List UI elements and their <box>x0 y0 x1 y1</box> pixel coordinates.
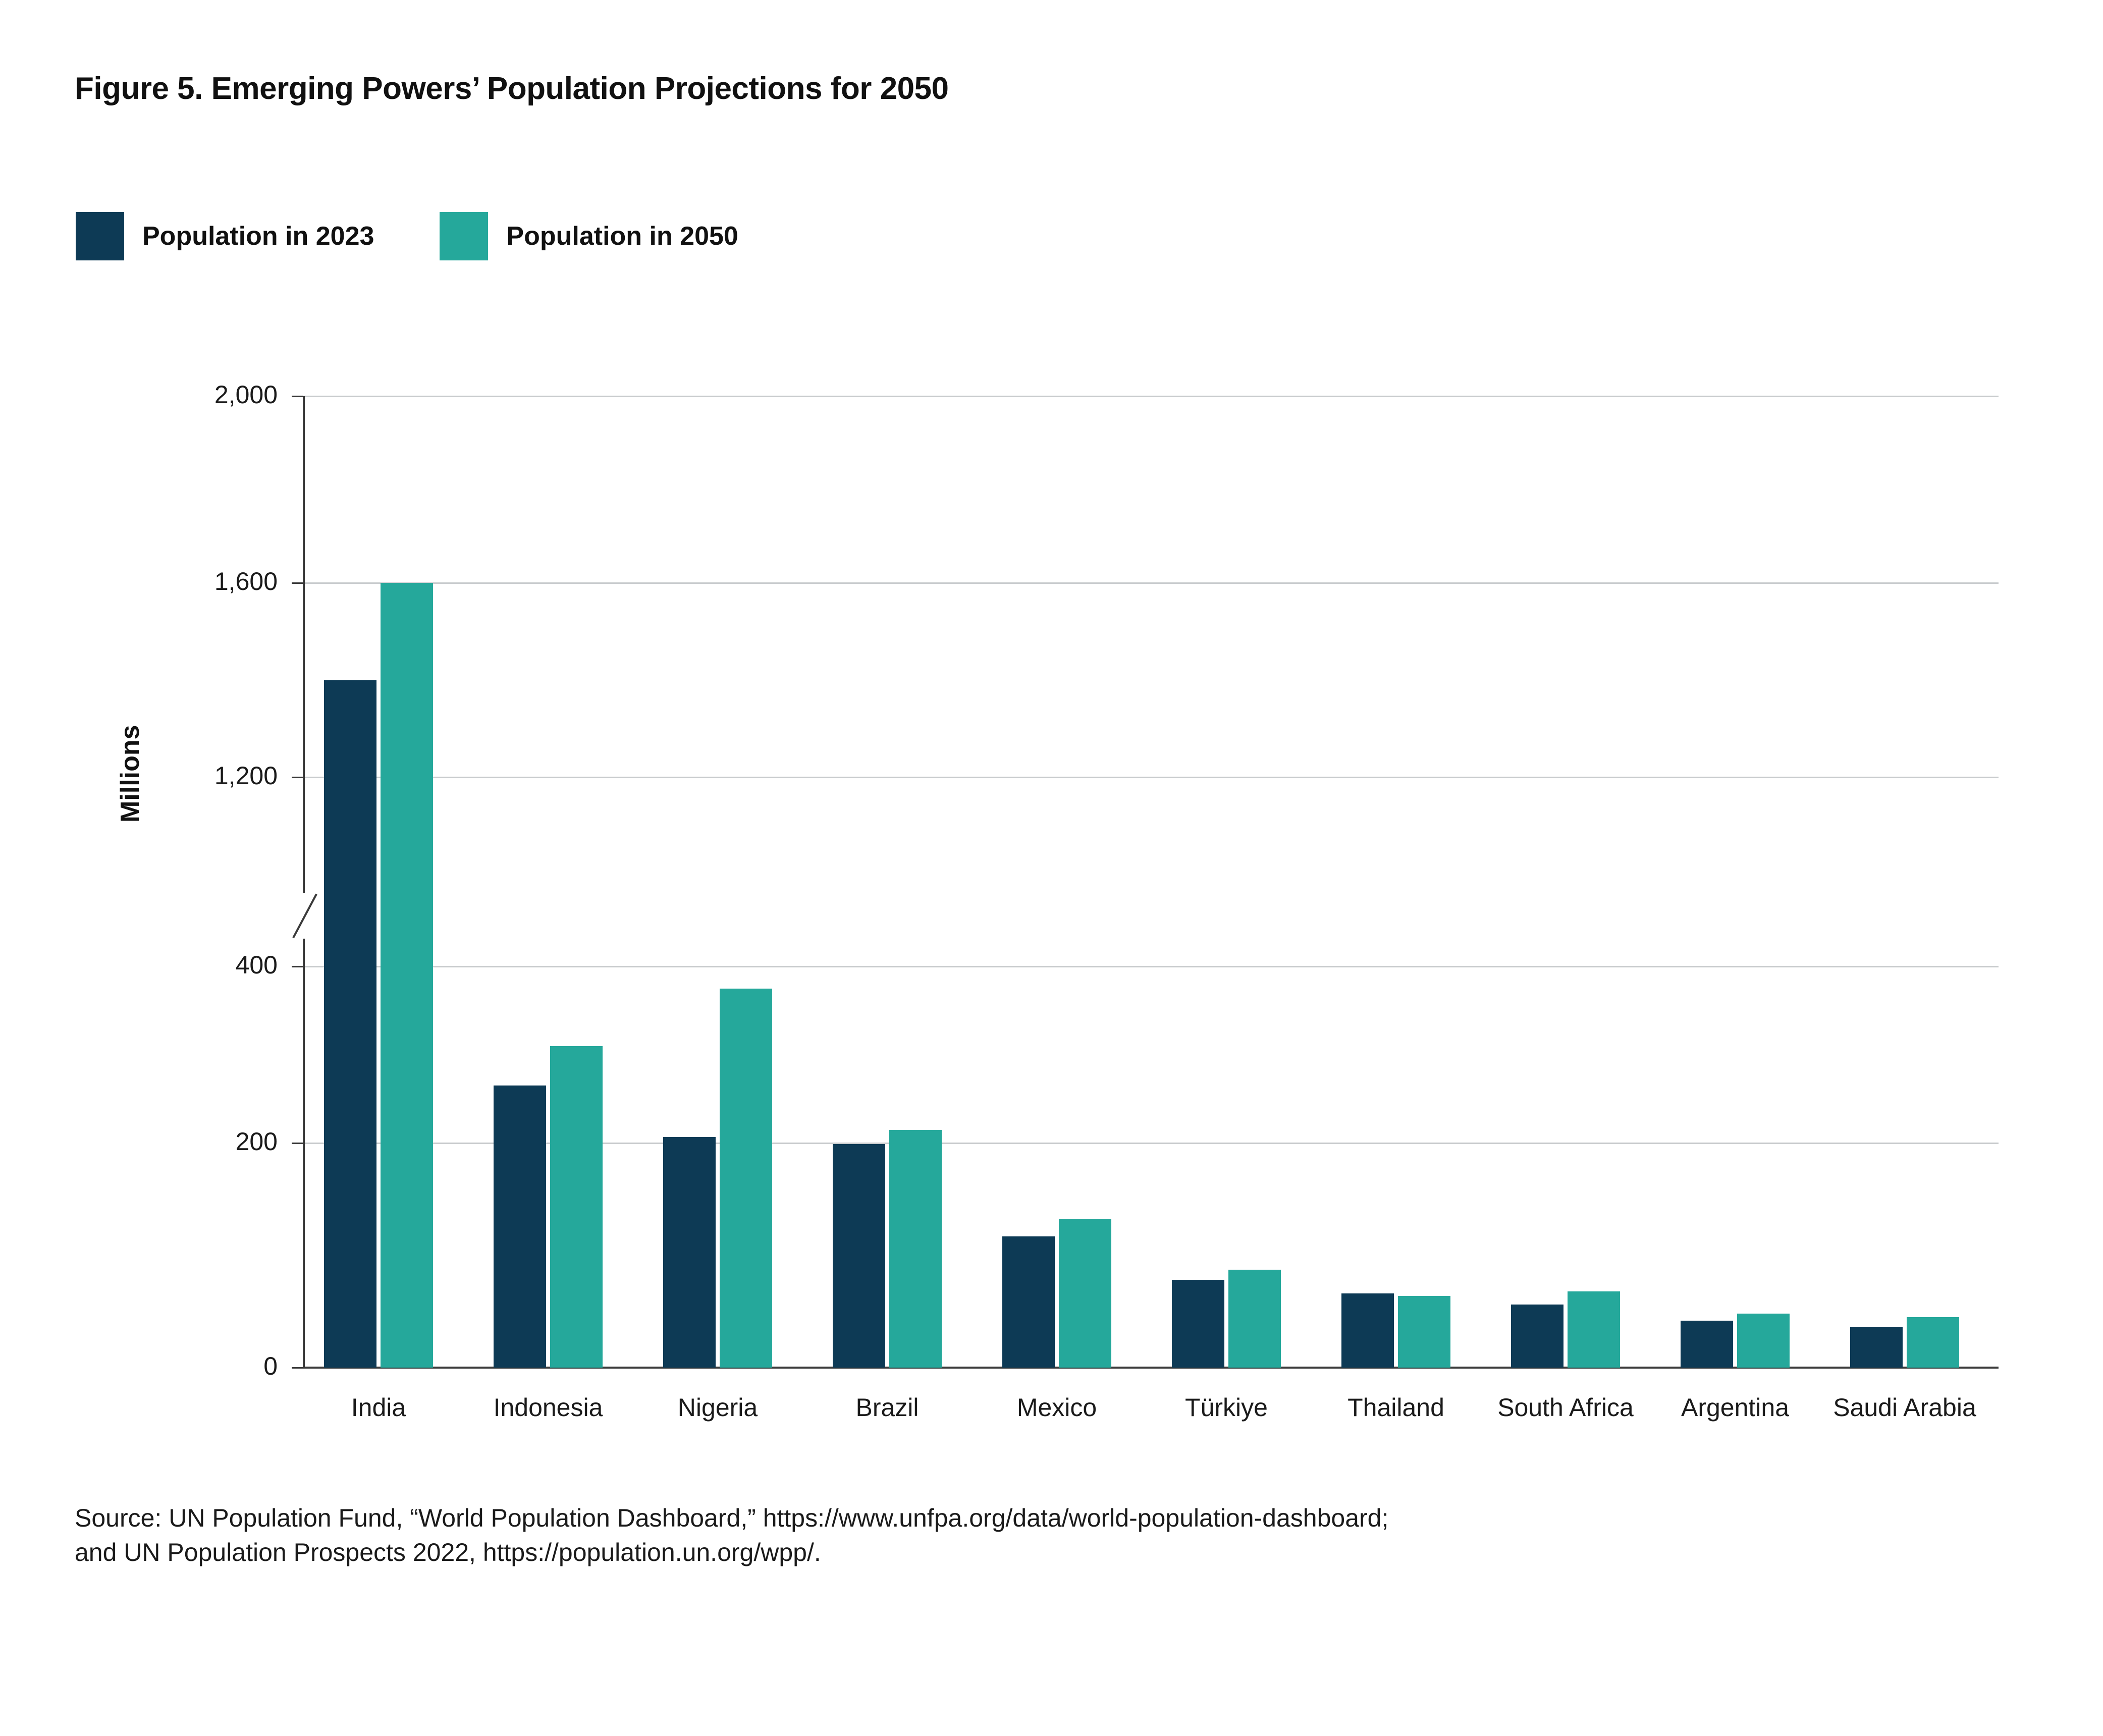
bar-2050 <box>720 989 772 1368</box>
bar-2023 <box>1002 1236 1055 1368</box>
gridline <box>303 582 1999 584</box>
bar-2023 <box>833 1144 885 1368</box>
legend-label-2023: Population in 2023 <box>142 222 374 251</box>
bar-2050 <box>1907 1317 1959 1368</box>
y-tick-mark <box>292 396 303 397</box>
source-note-line-2: and UN Population Prospects 2022, https://population.un.org/wpp/. <box>75 1538 821 1566</box>
x-tick-label: Nigeria <box>677 1393 758 1422</box>
x-tick-label: Saudi Arabia <box>1833 1393 1976 1422</box>
y-tick-label: 200 <box>235 1127 278 1156</box>
bar-2050 <box>381 583 433 1368</box>
bar-2023 <box>1172 1280 1224 1368</box>
bar-2050 <box>1228 1270 1281 1368</box>
bar-2050 <box>889 1130 942 1368</box>
bar-2023 <box>663 1137 716 1368</box>
gridline <box>303 396 1999 397</box>
bar-2050 <box>550 1046 603 1368</box>
y-tick-label: 400 <box>235 951 278 979</box>
y-tick-mark <box>292 1143 303 1144</box>
bar-2050 <box>1398 1296 1450 1368</box>
y-tick-label: 0 <box>263 1352 278 1380</box>
y-tick-mark <box>292 966 303 967</box>
x-tick-label: Argentina <box>1681 1393 1790 1422</box>
x-tick-label: Thailand <box>1347 1393 1444 1422</box>
y-tick-mark <box>292 1367 303 1369</box>
bar-2023 <box>1511 1305 1563 1368</box>
bar-2023 <box>1341 1293 1394 1368</box>
legend-label-2050: Population in 2050 <box>506 222 738 251</box>
bar-2050 <box>1059 1219 1111 1368</box>
y-tick-mark <box>292 777 303 778</box>
y-tick-label: 2,000 <box>214 381 278 409</box>
page-title: Figure 5. Emerging Powers’ Population Projections for 2050 <box>75 71 949 106</box>
y-axis-line <box>303 396 305 1368</box>
axis-break-icon <box>289 893 324 939</box>
x-tick-label: Mexico <box>1016 1393 1097 1422</box>
gridline <box>303 966 1999 967</box>
y-tick-label: 1,200 <box>214 762 278 790</box>
gridline <box>303 777 1999 778</box>
x-tick-label: South Africa <box>1497 1393 1634 1422</box>
source-note-line-1: Source: UN Population Fund, “World Population Dashboard,” https://www.unfpa.org/data/world-population-dashboard; <box>75 1504 1389 1532</box>
bar-2023 <box>1681 1321 1733 1368</box>
bar-2050 <box>1737 1314 1790 1368</box>
y-tick-label: 1,600 <box>214 567 278 595</box>
bar-2023 <box>494 1086 546 1368</box>
bar-2050 <box>1568 1291 1620 1368</box>
source-note <box>75 1501 2043 1569</box>
y-tick-mark <box>292 582 303 584</box>
x-tick-label: India <box>351 1393 406 1422</box>
x-tick-label: Indonesia <box>493 1393 603 1422</box>
y-axis-title: Millions <box>116 725 145 823</box>
x-tick-label: Türkiye <box>1185 1393 1268 1422</box>
bar-2023 <box>1850 1327 1903 1368</box>
bar-2023 <box>324 680 376 1368</box>
x-tick-label: Brazil <box>855 1393 919 1422</box>
